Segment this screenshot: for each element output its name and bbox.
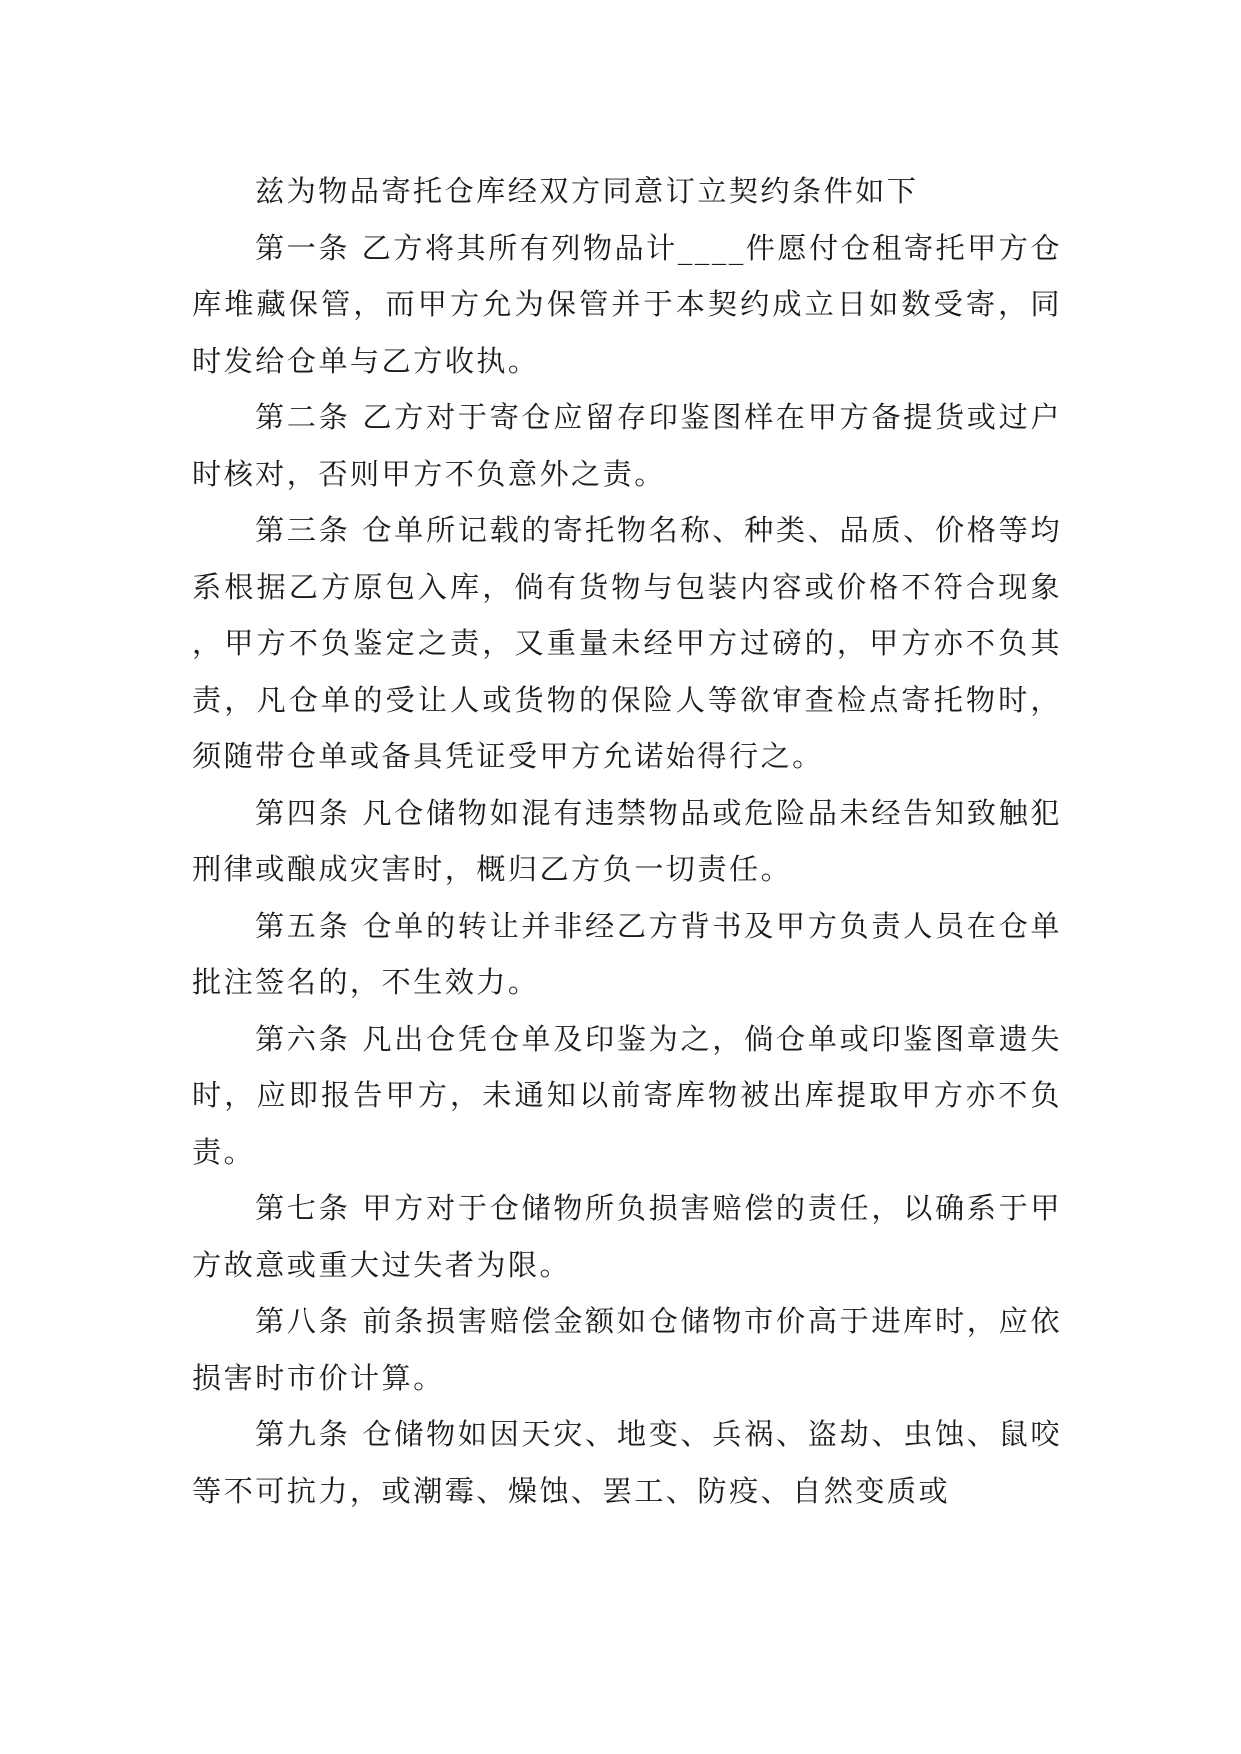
paragraph-article-9: 第九条 仓储物如因天灾、地变、兵祸、盗劫、虫蚀、鼠咬等不可抗力，或潮霉、燥蚀、罢工、防疫、自然变质或 — [192, 1417, 1062, 1508]
paragraph-article-6: 第六条 凡出仓凭仓单及印鉴为之，倘仓单或印鉴图章遗失时，应即报告甲方，未通知以前寄库物被出库提取甲方亦不负责。 — [192, 1021, 1062, 1169]
paragraph-article-5: 第五条 仓单的转让并非经乙方背书及甲方负责人员在仓单批注签名的，不生效力。 — [192, 908, 1062, 999]
paragraph-article-2: 第二条 乙方对于寄仓应留存印鉴图样在甲方备提货或过户时核对，否则甲方不负意外之责。 — [192, 400, 1062, 491]
paragraph-article-8: 第八条 前条损害赔偿金额如仓储物市价高于进库时，应依损害时市价计算。 — [192, 1304, 1062, 1395]
paragraph-article-7: 第七条 甲方对于仓储物所负损害赔偿的责任，以确系于甲方故意或重大过失者为限。 — [192, 1191, 1062, 1282]
paragraph-article-4: 第四条 凡仓储物如混有违禁物品或危险品未经告知致触犯刑律或酿成灾害时，概归乙方负一切责任。 — [192, 795, 1062, 886]
paragraph-article-3: 第三条 仓单所记载的寄托物名称、种类、品质、价格等均系根据乙方原包入库，倘有货物与包装内容或价格不符合现象，甲方不负鉴定之责，又重量未经甲方过磅的，甲方亦不负其责，凡仓单的受让人或货物的保险人等欲审查检点寄托物时，须随带仓单或备具凭证受甲方允诺始得行之。 — [192, 513, 1062, 773]
paragraph-article-1: 第一条 乙方将其所有列物品计____件愿付仓租寄托甲方仓库堆藏保管，而甲方允为保管并于本契约成立日如数受寄，同时发给仓单与乙方收执。 — [192, 230, 1062, 378]
paragraph-preamble: 兹为物品寄托仓库经双方同意订立契约条件如下 — [255, 174, 919, 208]
contract-body — [192, 163, 1062, 1519]
